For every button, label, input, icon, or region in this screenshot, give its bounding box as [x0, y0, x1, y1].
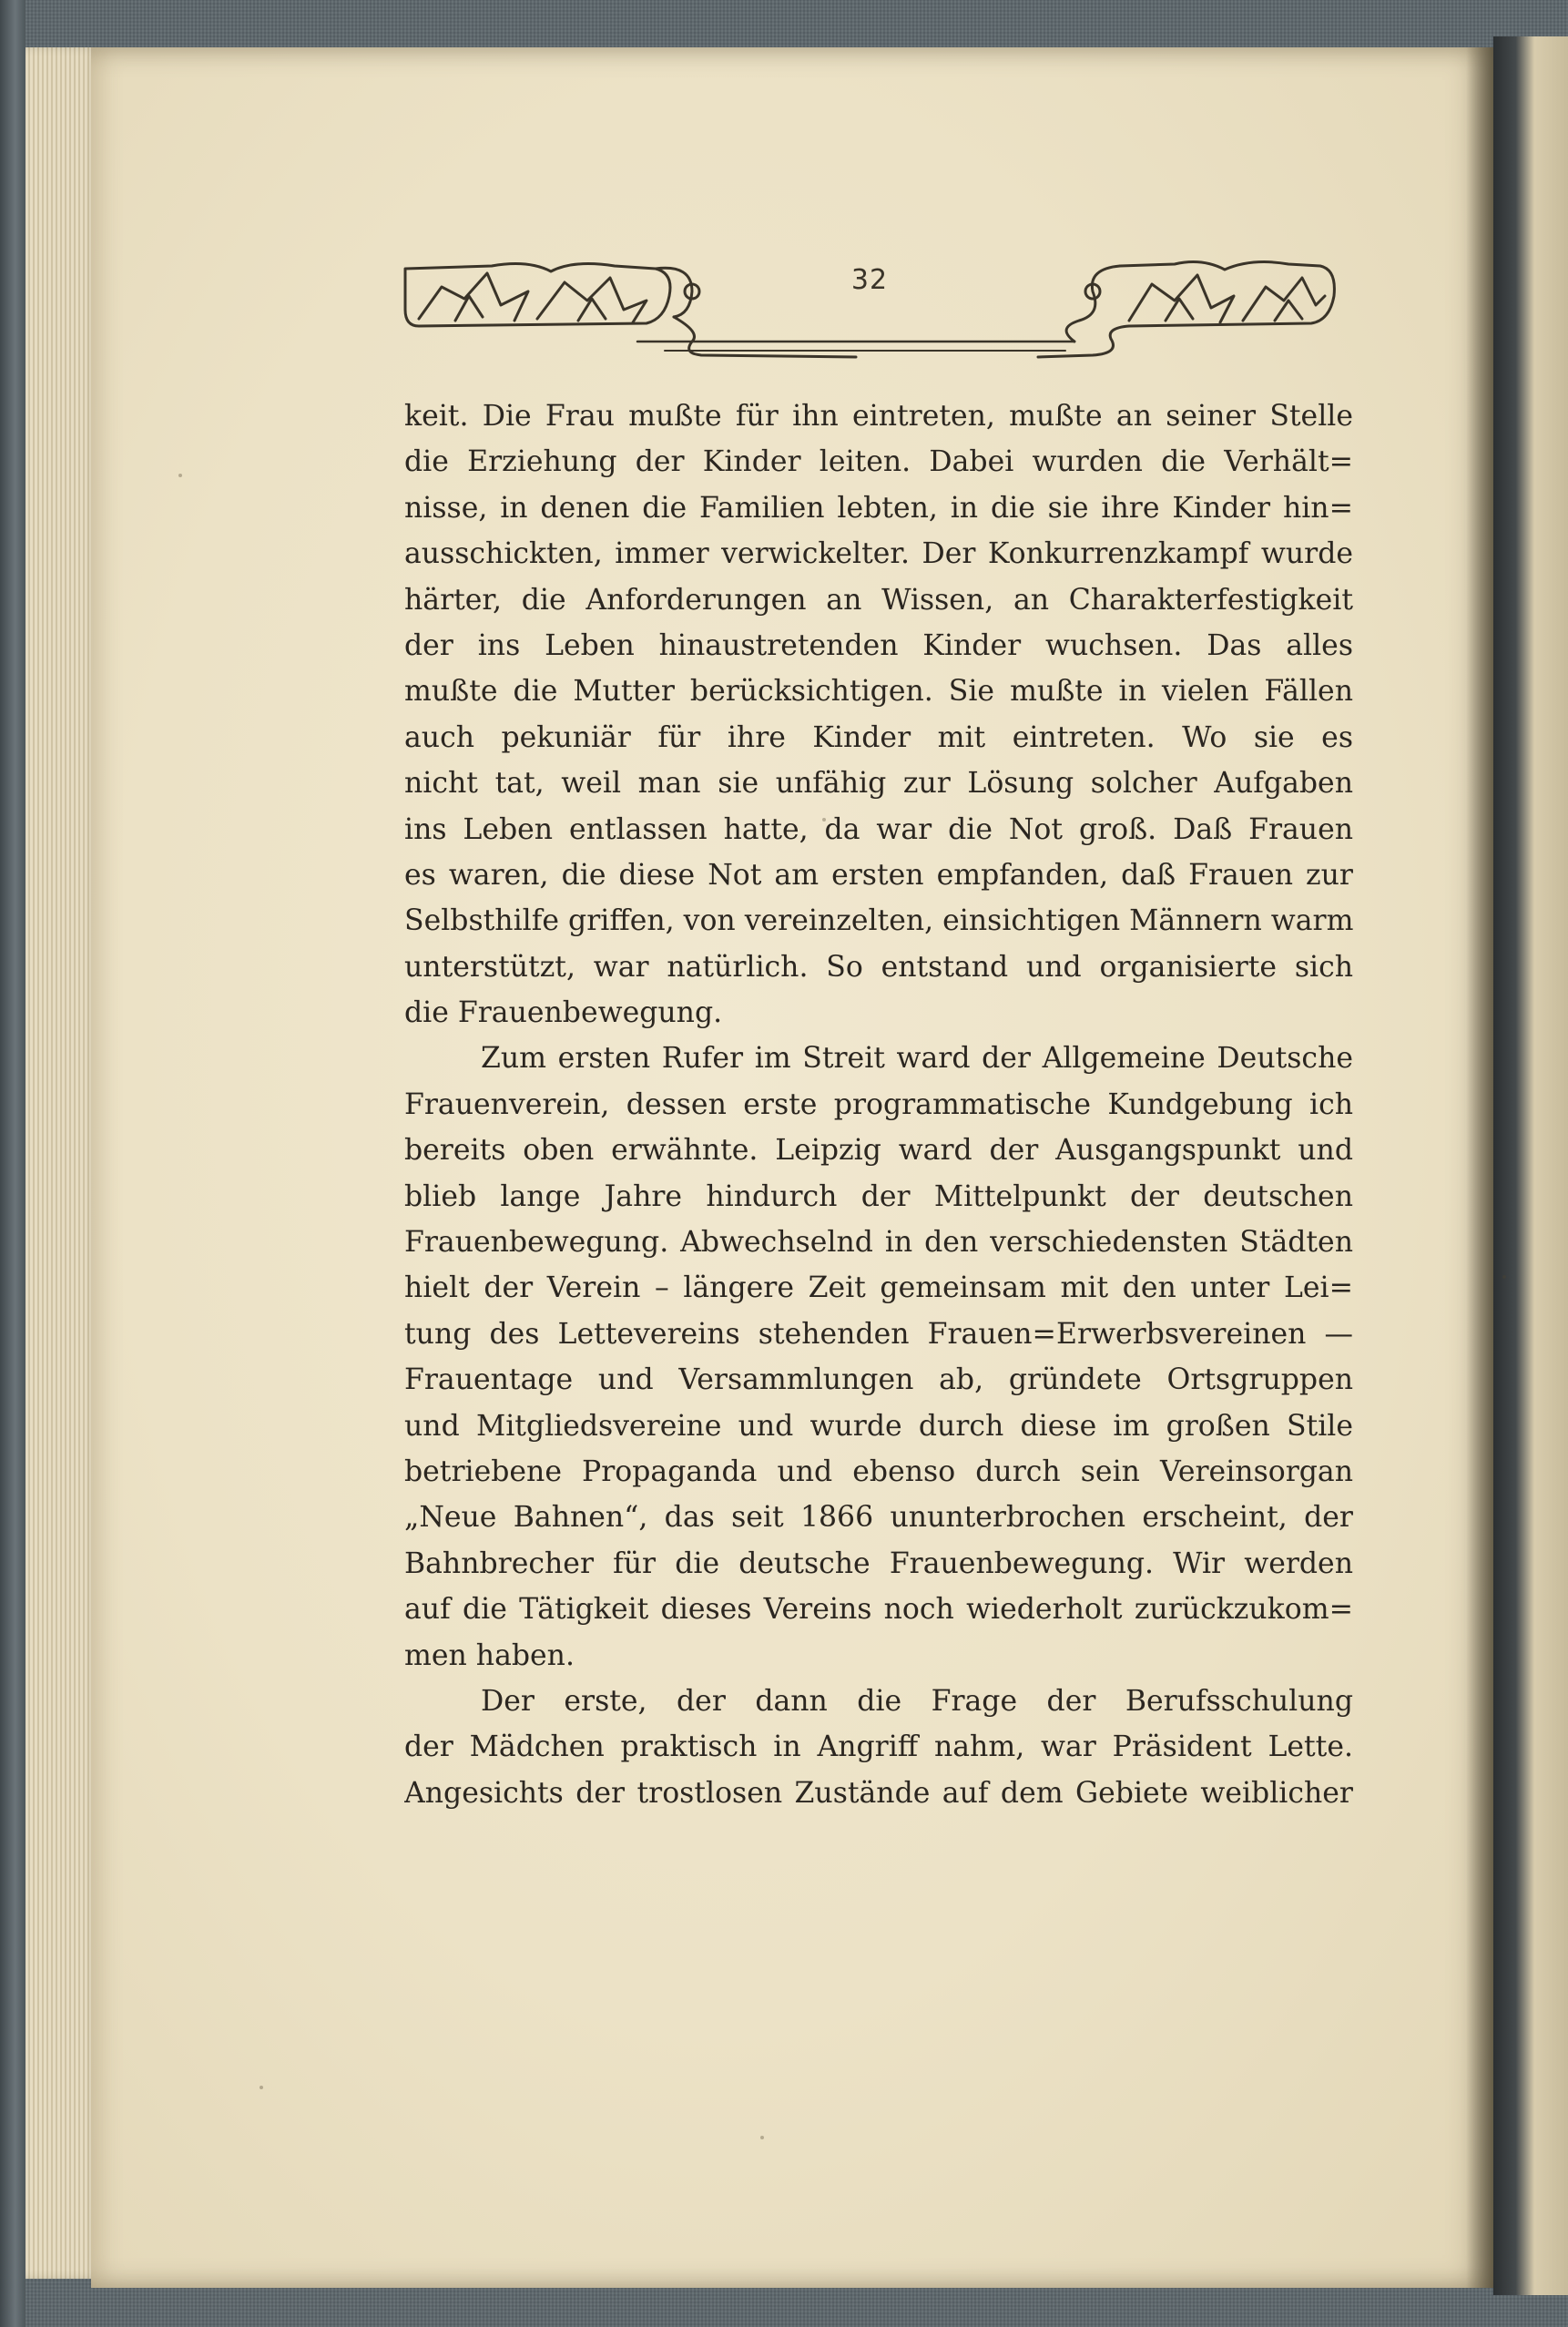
page-number: 32: [850, 264, 889, 296]
paper-speck: [760, 2136, 764, 2139]
page-edges-stack: [25, 47, 98, 2279]
text-line: bereits oben erwähnte. Leipzig ward der Ausgangspunkt und: [404, 1134, 1353, 1168]
text-line: mußte die Mutter berücksichtigen. Sie mußte in vielen Fällen: [404, 675, 1353, 709]
text-line: härter, die Anforderungen an Wissen, an Charakterfestigkeit: [404, 583, 1353, 617]
text-line: ins Leben entlassen hatte, da war die Not groß. Daß Frauen: [404, 812, 1353, 846]
paper-speck: [178, 474, 182, 477]
text-line: tung des Lettevereins stehenden Frauen=Erwerbsvereinen —: [404, 1317, 1353, 1351]
text-line: men haben.: [404, 1638, 575, 1672]
text-line: der Mädchen praktisch in Angriff nahm, war Präsident Lette.: [404, 1730, 1353, 1764]
text-line: „Neue Bahnen“, das seit 1866 ununterbrochen erscheint, der: [404, 1501, 1353, 1535]
text-line: nicht tat, weil man sie unfähig zur Lösung solcher Aufgaben: [404, 767, 1353, 801]
text-line: Bahnbrecher für die deutsche Frauenbewegung. Wir werden: [404, 1546, 1353, 1580]
text-line: Selbsthilfe griffen, von vereinzelten, einsichtigen Männern warm: [404, 904, 1353, 938]
text-line: Angesichts der trostlosen Zustände auf dem Gebiete weiblicher: [404, 1776, 1353, 1810]
text-line: auf die Tätigkeit dieses Vereins noch wiederholt zurückzukom=: [404, 1593, 1353, 1627]
text-line: es waren, die diese Not am ersten empfanden, daß Frauen zur: [404, 858, 1353, 892]
text-line: blieb lange Jahre hindurch der Mittelpunkt der deutschen: [404, 1179, 1353, 1213]
text-line: der ins Leben hinaustretenden Kinder wuchsen. Das alles: [404, 628, 1353, 662]
text-line: Frauenverein, dessen erste programmatische Kundgebung ich: [404, 1087, 1353, 1121]
text-line: ausschickten, immer verwickelter. Der Konkurrenzkampf wurde: [404, 537, 1353, 571]
text-line: nisse, in denen die Familien lebten, in die sie ihre Kinder hin=: [404, 491, 1353, 525]
text-line: auch pekuniär für ihre Kinder mit eintreten. Wo sie es: [404, 720, 1353, 754]
text-line: Frauentage und Versammlungen ab, gründete Ortsgruppen: [404, 1363, 1353, 1397]
text-line: unterstützt, war natürlich. So entstand und organisierte sich: [404, 950, 1353, 984]
text-line: die Erziehung der Kinder leiten. Dabei wurden die Verhält=: [404, 445, 1353, 479]
facing-page-edge: [1493, 36, 1568, 2295]
page-gutter-shadow: [1466, 47, 1493, 2288]
paragraph-first-line: Zum ersten Rufer im Streit ward der Allgemeine Deutsche: [481, 1042, 1353, 1076]
book-spine-edge: [0, 0, 25, 2327]
body-text: [404, 393, 1353, 1816]
text-line: betriebene Propaganda und ebenso durch sein Vereinsorgan: [404, 1454, 1353, 1488]
text-line: keit. Die Frau mußte für ihn eintreten, mußte an seiner Stelle: [404, 400, 1353, 433]
text-line: Frauenbewegung. Abwechselnd in den verschiedensten Städten: [404, 1226, 1353, 1260]
text-line: und Mitgliedsvereine und wurde durch diese im großen Stile: [404, 1409, 1353, 1443]
paper-speck: [1502, 1275, 1506, 1279]
paper-speck: [260, 2086, 263, 2089]
text-line: die Frauenbewegung.: [404, 996, 723, 1030]
paper-speck: [822, 818, 826, 822]
paragraph-first-line: Der erste, der dann die Frage der Berufsschulung: [481, 1684, 1353, 1718]
text-line: hielt der Verein – längere Zeit gemeinsam mit den unter Lei=: [404, 1271, 1353, 1305]
